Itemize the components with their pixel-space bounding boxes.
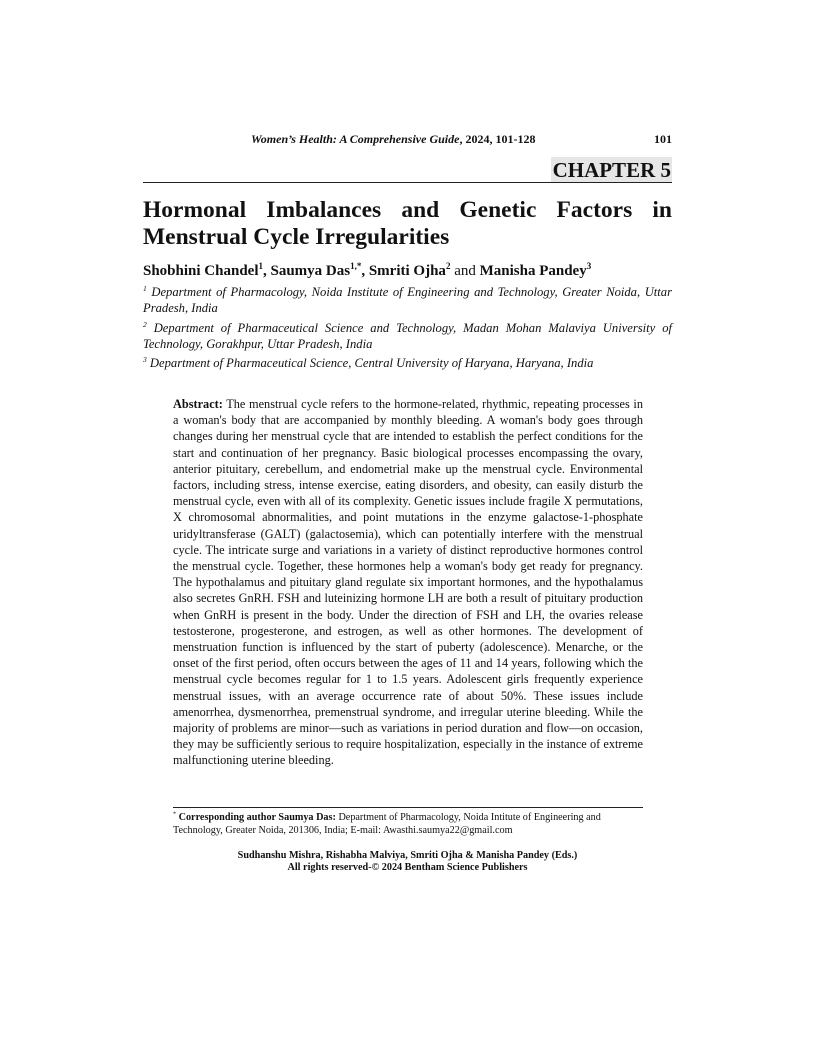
author-sep: ,: [361, 263, 369, 279]
footnote-text: Department of Pharmacology, Noida Intitute of Engineering and Technology, Greater Noida, 201306, India; E-mail: Awasthi.saumya22@gmail.com: [173, 812, 601, 836]
author-sep: ,: [262, 263, 271, 279]
author-name: Manisha Pandey: [479, 263, 587, 279]
author-sup: 3: [586, 261, 592, 271]
author-name: Shobhini Chandel: [143, 263, 259, 279]
author-sep: and: [450, 263, 480, 279]
author-sup: 1,*: [350, 261, 362, 271]
footnote-rule: [173, 807, 643, 808]
title-line-2: Menstrual Cycle Irregularities: [143, 224, 450, 250]
affiliation-text: Department of Pharmaceutical Science, Central University of Haryana, Haryana, India: [146, 356, 594, 370]
corresponding-author-footnote: [173, 811, 643, 837]
chapter-title: [143, 197, 672, 251]
title-line-1: Hormonal Imbalances and Genetic Factors in: [143, 197, 672, 223]
affiliation-sup: 3: [143, 354, 147, 364]
affiliation-sup: 1: [143, 283, 147, 293]
book-credits: [143, 850, 672, 874]
author-name: Smriti Ojha: [368, 263, 446, 279]
journal-volume: , 2024, 101-128: [459, 132, 536, 146]
author-list: [143, 263, 591, 280]
header-rule: [143, 182, 672, 183]
abstract: [173, 396, 643, 769]
footnote-label: Corresponding author Saumya Das:: [176, 812, 336, 823]
chapter-label: CHAPTER 5: [552, 158, 671, 182]
affiliation-1: [143, 284, 672, 316]
affiliation-sup: 2: [143, 319, 147, 329]
page-number: 101: [654, 132, 672, 146]
abstract-label: Abstract:: [173, 397, 223, 411]
affiliation-text: Department of Pharmaceutical Science and Technology, Madan Mohan Malaviya University of Technology, Gorakhpur, Uttar Pradesh, India: [143, 321, 672, 351]
affiliation-text: Department of Pharmacology, Noida Institute of Engineering and Technology, Greater Noida, Uttar Pradesh, India: [143, 285, 672, 315]
affiliation-2: [143, 320, 672, 352]
author-sup: 1: [258, 261, 263, 271]
author-sup: 2: [445, 261, 451, 271]
journal-citation: [251, 132, 535, 147]
author-name: Saumya Das: [270, 263, 351, 279]
abstract-text: The menstrual cycle refers to the hormone-related, rhythmic, repeating processes in a woman's body that are accompanied by monthly bleeding. A woman's body goes through changes during her menstrual cycle that are intended to establish the perfect conditions for the start and continuation of her pregnancy. Basic biological processes encompassing the ovary, anterior pituitary, cerebellum, and endometrial make up the menstrual cycle. Environmental factors, including stress, intense exercise, eating disorders, and obesity, can easily disturb the menstrual cycle, even with all of its complexity. Genetic issues include fragile X permutations, X chromosomal abnormalities, and point mutations in the enzyme galactose-1-phosphate uridyltransferase (GALT) (galactosemia), which can potentially interfere with the menstrual cycle. The intricate surge and variations in a variety of distinct reproductive hormones control the menstrual cycle. Together, these hormones help a woman's body get ready for pregnancy. The hypothalamus and pituitary gland regulate six important hormones, and the hypothalamus also secretes GnRH. FSH and luteinizing hormone LH are both a result of pituitary production when GnRH is present in the body. Under the direction of FSH and LH, the ovaries release testosterone, progesterone, and estrogen, as well as other hormones. The development of menstruation function is influenced by the start of puberty (adolescence). Menarche, or the onset of the first period, often occurs between the ages of 11 and 14 years, following which the menstrual cycle becomes regular for 1 to 1.5 years. Adolescent girls frequently experience menstrual issues, with an average occurrence rate of about 50%. These issues include amenorrhea, dysmenorrhea, premenstrual syndrome, and irregular uterine bleeding. While the majority of problems are minor—such as variations in period duration and flow—on occasion, they may be sufficiently serious to require hospitalization, especially in the instance of extreme malfunctioning uterine bleeding.: [173, 397, 643, 768]
editors-line: Sudhanshu Mishra, Rishabha Malviya, Smriti Ojha & Manisha Pandey (Eds.): [237, 850, 578, 861]
journal-name: Women’s Health: A Comprehensive Guide: [251, 132, 460, 146]
affiliation-3: [143, 355, 672, 371]
footnote-sup: *: [173, 811, 177, 818]
copyright-line: All rights reserved-© 2024 Bentham Science Publishers: [287, 862, 528, 873]
